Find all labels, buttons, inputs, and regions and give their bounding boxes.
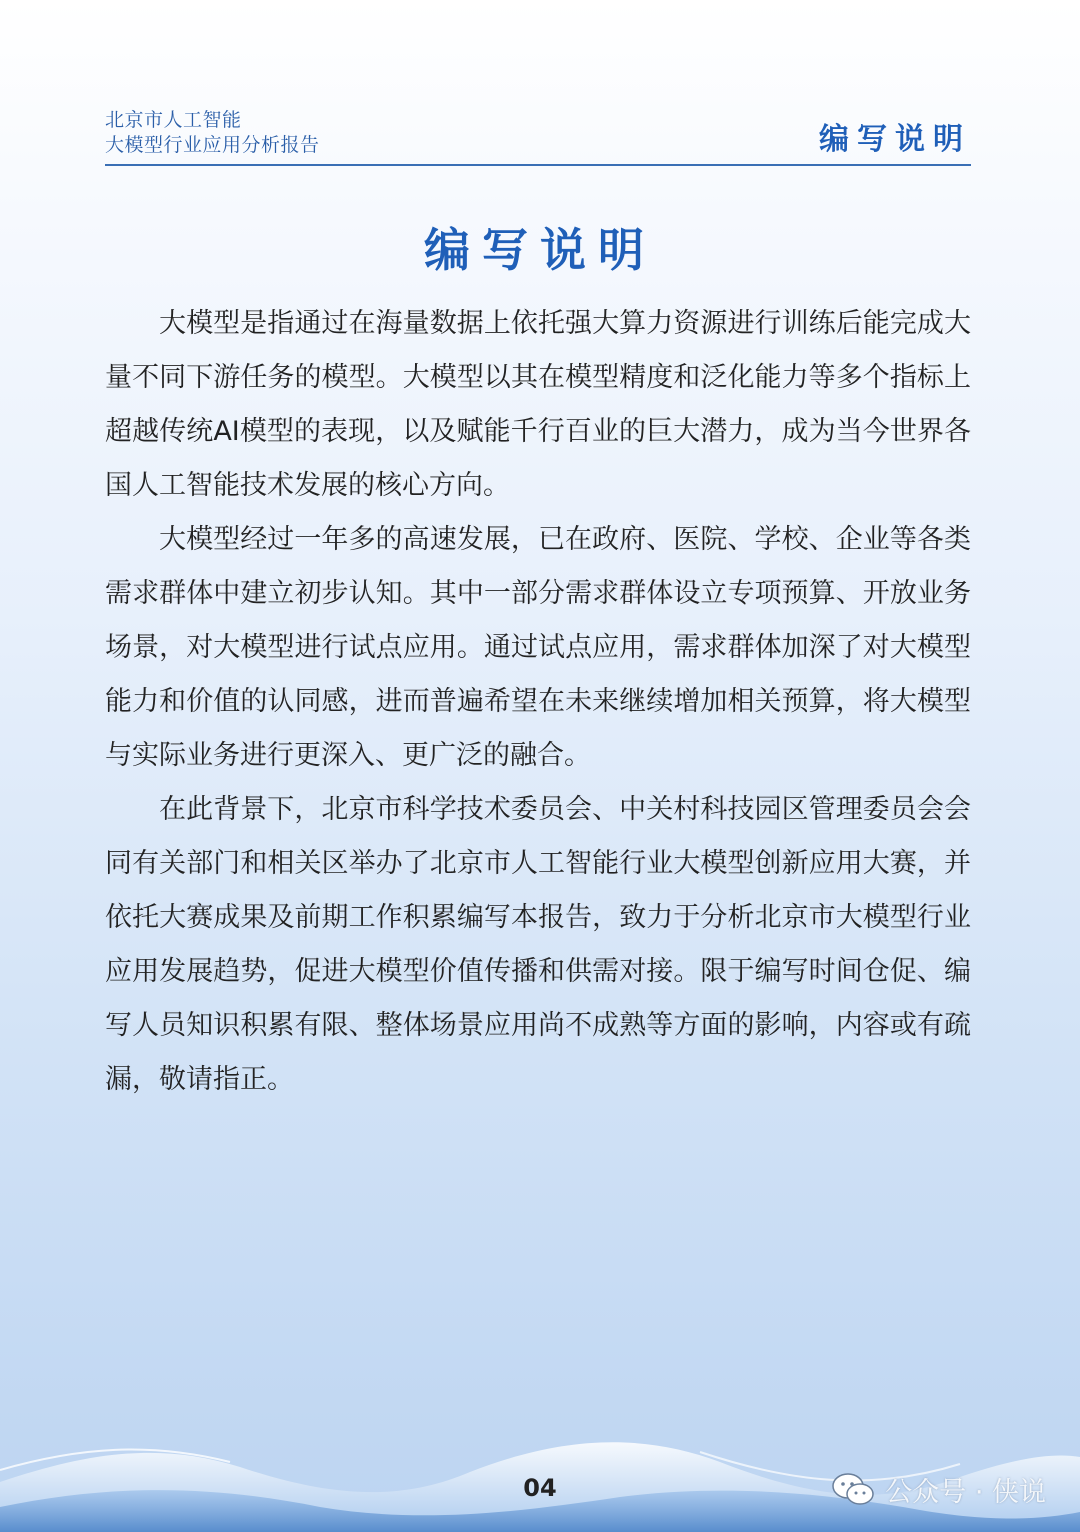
paragraph-3: 在此背景下，北京市科学技术委员会、中关村科技园区管理委员会会同有关部门和相关区举办了北京市人工智能行业大模型创新应用大赛，并依托大赛成果及前期工作积累编写本报告，致力于分析北京市大模型行业应用发展趋势，促进大模型价值传播和供需对接。限于编写时间仓促、编写人员知识积累有限、整体场景应用尚不成熟等方面的影响，内容或有疏漏，敬请指正。 [105, 794, 971, 1095]
watermark [831, 1470, 1046, 1509]
report-title-line1: 北京市人工智能 [105, 109, 242, 131]
page-title: 编写说明 [424, 223, 656, 277]
section-label: 编写说明 [819, 122, 971, 157]
wechat-icon [831, 1472, 875, 1508]
page-number: 04 [523, 1474, 557, 1502]
paragraph-1: 大模型是指通过在海量数据上依托强大算力资源进行训练后能完成大量不同下游任务的模型。大模型以其在模型精度和泛化能力等多个指标上超越传统AI模型的表现，以及赋能千行百业的巨大潜力，成为当今世界各国人工智能技术发展的核心方向。 [105, 308, 971, 501]
watermark-text: 公众号 · 侠说 [885, 1477, 1046, 1508]
report-title-line2: 大模型行业应用分析报告 [105, 134, 320, 156]
paragraph-2: 大模型经过一年多的高速发展，已在政府、医院、学校、企业等各类需求群体中建立初步认知。其中一部分需求群体设立专项预算、开放业务场景，对大模型进行试点应用。通过试点应用，需求群体加深了对大模型能力和价值的认同感，进而普遍希望在未来继续增加相关预算，将大模型与实际业务进行更深入、更广泛的融合。 [105, 524, 971, 771]
body-text [105, 297, 971, 1107]
report-title-block [105, 108, 320, 158]
page-header [105, 108, 971, 166]
header-divider [105, 164, 971, 166]
